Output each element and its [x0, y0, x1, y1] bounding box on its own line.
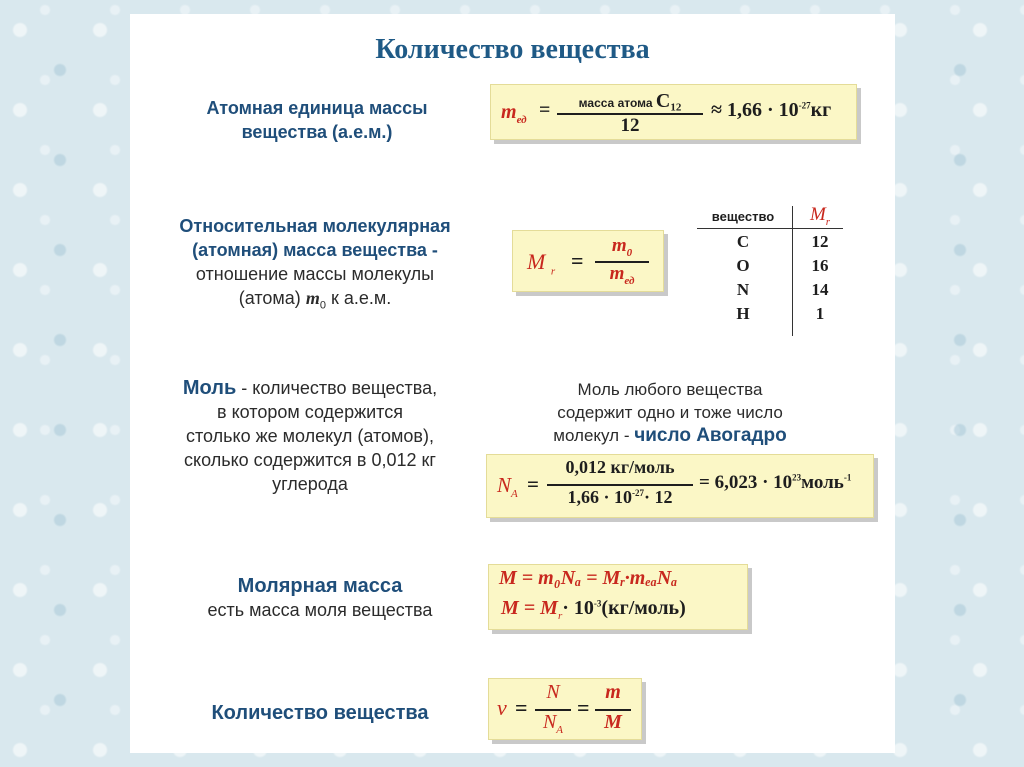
molar-mass-heading: Молярная масса [237, 575, 403, 597]
avogadro-fraction-bar [547, 484, 693, 486]
amount-num1: N [546, 681, 560, 703]
amu-equals: = [539, 99, 551, 121]
mole-line2: в котором содержится [217, 402, 403, 422]
amount-den2: M [604, 711, 622, 733]
relmass-heading-line1: Относительная молекулярная [179, 216, 451, 236]
table-row: N [736, 280, 750, 299]
table-row: O [736, 256, 750, 275]
relmass-block [140, 214, 490, 318]
avogadro-equals: = [527, 472, 539, 496]
table-cell: 14 [811, 280, 829, 299]
mole-line5: углерода [272, 474, 348, 494]
table-header-mr: $M_r$ [809, 204, 831, 228]
table-cell: 12 [811, 232, 829, 251]
molar-mass-formula-box [488, 564, 748, 630]
amu-numerator: масса атома $C_{12}$ [578, 90, 682, 114]
molar-mass-formula-line1: M = m₀Nₐ = Mᵣ·mₑₐNₐ [499, 567, 678, 589]
relmass-lhs: M $_r$ [527, 249, 556, 278]
amount-equals1: = [515, 695, 528, 720]
amount-lhs: ν [497, 695, 507, 720]
avogadro-text [500, 378, 840, 447]
relmass-text-line2: (атома) $m_0$ к а.е.м. [238, 288, 392, 312]
amount-den1: $N_A$ [542, 711, 564, 736]
relmass-formula-box [512, 230, 664, 292]
molar-mass-block [170, 574, 470, 622]
avogadro-lhs: $N_A$ [497, 473, 518, 501]
table-cell: 16 [811, 256, 829, 275]
table-mr-col [795, 230, 845, 326]
amu-lhs: $m_{ед}$ [501, 101, 527, 126]
avogadro-line2: содержит одно и тоже число [557, 403, 783, 422]
avogadro-result: = $6,023 \cdot 10^{23}моль^{-1}$ [699, 472, 852, 493]
amu-formula-box [490, 84, 857, 140]
amu-value: ≈ $1,66 \cdot 10^{-27}кг$ [711, 99, 832, 121]
relmass-table [695, 206, 845, 336]
amu-heading [162, 96, 472, 144]
amu-denominator: 12 [620, 115, 640, 136]
table-vline [792, 206, 793, 336]
page-title: Количество вещества [375, 34, 650, 65]
amount-heading: Количество вещества [211, 702, 429, 724]
table-substance-col [695, 230, 791, 326]
amount-formula-box [488, 678, 642, 740]
amu-heading-line2: вещества (а.е.м.) [241, 122, 393, 142]
slide [130, 14, 895, 753]
table-hline [697, 228, 843, 229]
table-cell: 1 [815, 304, 825, 323]
molar-mass-formula-line2: $M = M_r\cdot$ $10^{-3}(кг/моль)$ [501, 597, 686, 622]
molar-mass-text: есть масса моля вещества [207, 600, 433, 620]
amount-equals2: = [577, 695, 590, 720]
avogadro-numerator: 0,012 кг/моль [565, 457, 675, 477]
mole-line3: столько же молекул (атомов), [186, 426, 434, 446]
relmass-heading-line2: (атомная) масса вещества - [192, 240, 438, 260]
avogadro-line1: Моль любого вещества [577, 380, 763, 399]
relmass-denominator: $m_{ед}$ [609, 263, 635, 287]
avogadro-formula-box [486, 454, 874, 518]
relmass-equals: = [571, 248, 584, 273]
mole-line4: сколько содержится в 0,012 кг [184, 450, 436, 470]
relmass-numerator: $m_0$ [611, 235, 633, 259]
table-row: H [736, 304, 750, 323]
avogadro-line3: молекул - число Авогадро [553, 425, 787, 446]
table-header-substance: вещество [711, 209, 775, 224]
amu-fraction [555, 90, 705, 113]
table-row: C [736, 232, 750, 251]
amu-heading-line1: Атомная единица массы [206, 98, 428, 118]
relmass-text-line1: отношение массы молекулы [195, 264, 435, 284]
mole-block [130, 376, 490, 496]
amount-num2: m [605, 681, 621, 703]
mole-line1: Моль - количество вещества, [182, 377, 438, 399]
avogadro-denominator: $1,66 \cdot 10^{-27}\cdot 12$ [567, 487, 673, 507]
